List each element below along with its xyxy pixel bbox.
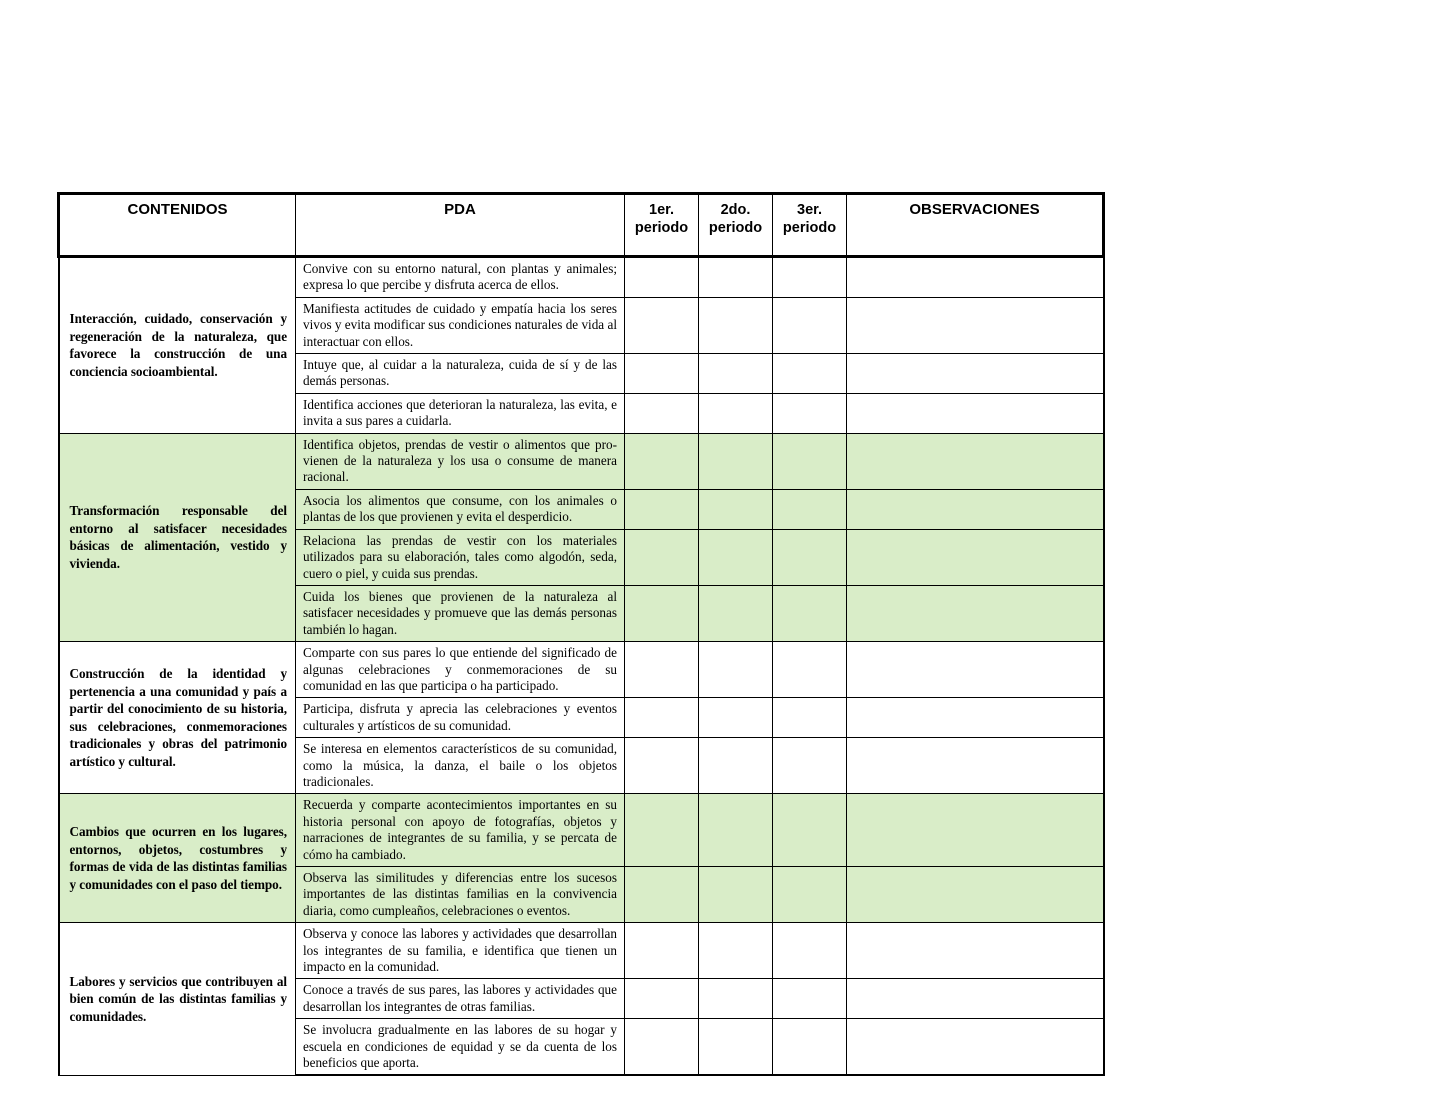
periodo-2-line-2: periodo [708,220,763,236]
periodo-3-cell[interactable] [773,642,847,698]
table-row [59,257,1104,298]
periodo-3-cell[interactable] [773,979,847,1019]
periodo-1-cell[interactable] [625,867,699,923]
periodo-2-cell[interactable] [699,1019,773,1076]
pda-cell: Intuye que, al cuidar a la naturaleza, cuida de sí y de las demás personas. [296,354,625,394]
contenido-cell: Cambios que ocurren en los lugares, entornos, objetos, costumbres y formas de vida de las distintas familias y comunidades con el paso del tiempo. [59,794,296,923]
periodo-1-cell[interactable] [625,354,699,394]
periodo-1-cell[interactable] [625,642,699,698]
periodo-1-cell[interactable] [625,297,699,353]
column-header-contenidos: CONTENIDOS [59,194,296,257]
periodo-3-line-2: periodo [782,220,837,236]
observaciones-cell[interactable] [847,738,1104,794]
periodo-2-cell[interactable] [699,257,773,298]
observaciones-cell[interactable] [847,867,1104,923]
contenido-cell: Labores y servicios que contribuyen al bien común de las distintas familias y comunidades. [59,923,296,1076]
periodo-3-cell[interactable] [773,433,847,489]
pda-cell: Identifica objetos, prendas de vestir o alimentos que pro-vienen de la naturaleza y los usa o consume de manera racional. [296,433,625,489]
periodo-2-cell[interactable] [699,794,773,867]
periodo-2-cell[interactable] [699,297,773,353]
periodo-3-cell[interactable] [773,1019,847,1076]
periodo-2-cell[interactable] [699,585,773,641]
observaciones-cell[interactable] [847,979,1104,1019]
pda-cell: Conoce a través de sus pares, las labores y actividades que desarrollan los integrantes de otras familias. [296,979,625,1019]
table-row [59,642,1104,698]
periodo-3-cell[interactable] [773,354,847,394]
pda-cell: Observa y conoce las labores y actividades que desarrollan los integrantes de su familia, e identifica que tienen un impacto en la comunidad. [296,923,625,979]
observaciones-cell[interactable] [847,257,1104,298]
pda-cell: Recuerda y comparte acontecimientos importantes en su historia personal con apoyo de fotografías, objetos y narraciones de integrantes de su familia, y se percata de cómo ha cambiado. [296,794,625,867]
periodo-2-cell[interactable] [699,738,773,794]
observaciones-cell[interactable] [847,923,1104,979]
table-row [59,433,1104,489]
periodo-1-cell[interactable] [625,257,699,298]
periodo-2-cell[interactable] [699,393,773,433]
periodo-3-cell[interactable] [773,867,847,923]
periodo-2-cell[interactable] [699,354,773,394]
table-row [59,923,1104,979]
periodo-2-cell[interactable] [699,529,773,585]
observaciones-cell[interactable] [847,585,1104,641]
periodo-2-line-1: 2do. [720,202,751,218]
pda-cell: Manifiesta actitudes de cuidado y empatía hacia los seres vivos y evita modificar sus condiciones naturales de vida al interactuar con ellos. [296,297,625,353]
contenido-cell: Interacción, cuidado, conservación y regeneración de la naturaleza, que favorece la construcción de una conciencia socioambiental. [59,257,296,434]
periodo-2-cell[interactable] [699,979,773,1019]
observaciones-cell[interactable] [847,354,1104,394]
column-header-periodo-1 [625,194,699,257]
table-header [59,194,1104,257]
periodo-3-cell[interactable] [773,794,847,867]
observaciones-cell[interactable] [847,433,1104,489]
observaciones-cell[interactable] [847,489,1104,529]
periodo-1-cell[interactable] [625,1019,699,1076]
pda-cell: Identifica acciones que deterioran la naturaleza, las evita, e invita a sus pares a cuidarla. [296,393,625,433]
periodo-2-cell[interactable] [699,923,773,979]
periodo-3-cell[interactable] [773,923,847,979]
table-body [59,257,1104,1076]
periodo-1-cell[interactable] [625,698,699,738]
observaciones-cell[interactable] [847,529,1104,585]
table-row [59,794,1104,867]
pda-cell: Observa las similitudes y diferencias entre los sucesos importantes de las distintas familias en la convivencia diaria, como cumpleaños, celebraciones o eventos. [296,867,625,923]
periodo-1-cell[interactable] [625,585,699,641]
periodo-1-cell[interactable] [625,738,699,794]
periodo-2-cell[interactable] [699,642,773,698]
column-header-pda: PDA [296,194,625,257]
periodo-1-cell[interactable] [625,393,699,433]
periodo-3-cell[interactable] [773,257,847,298]
periodo-3-cell[interactable] [773,297,847,353]
periodo-1-cell[interactable] [625,489,699,529]
contenido-cell: Construcción de la identidad y pertenencia a una comunidad y país a partir del conocimiento de su historia, sus celebraciones, conmemoraciones tradicionales y obras del patrimonio artístico y cultural. [59,642,296,794]
periodo-2-cell[interactable] [699,867,773,923]
periodo-2-cell[interactable] [699,489,773,529]
header-row [59,194,1104,257]
pda-cell: Se involucra gradualmente en las labores de su hogar y escuela en condiciones de equidad y se da cuenta de los beneficios que aporta. [296,1019,625,1076]
pda-cell: Cuida los bienes que provienen de la naturaleza al satisfacer necesidades y promueve que las demás personas también lo hagan. [296,585,625,641]
periodo-1-cell[interactable] [625,529,699,585]
observaciones-cell[interactable] [847,642,1104,698]
contenido-cell: Transformación responsable del entorno al satisfacer necesidades básicas de alimentación, vestido y vivienda. [59,433,296,641]
periodo-1-line-2: periodo [634,220,689,236]
periodo-3-cell[interactable] [773,698,847,738]
column-header-observaciones: OBSERVACIONES [847,194,1104,257]
observaciones-cell[interactable] [847,698,1104,738]
planning-table-container [57,192,1102,1076]
periodo-1-cell[interactable] [625,794,699,867]
periodo-3-cell[interactable] [773,393,847,433]
periodo-3-cell[interactable] [773,585,847,641]
periodo-1-cell[interactable] [625,979,699,1019]
column-header-periodo-2 [699,194,773,257]
periodo-3-cell[interactable] [773,489,847,529]
pda-cell: Comparte con sus pares lo que entiende del significado de algunas celebraciones y conmemoraciones de su comunidad en las que participa o ha participado. [296,642,625,698]
periodo-3-line-1: 3er. [797,202,822,218]
periodo-2-cell[interactable] [699,433,773,489]
observaciones-cell[interactable] [847,794,1104,867]
periodo-1-line-1: 1er. [649,202,674,218]
observaciones-cell[interactable] [847,1019,1104,1076]
observaciones-cell[interactable] [847,393,1104,433]
pda-cell: Participa, disfruta y aprecia las celebraciones y eventos culturales y artísticos de su comunidad. [296,698,625,738]
pda-cell: Relaciona las prendas de vestir con los materiales utilizados para su elaboración, tales como algodón, seda, cuero o piel, y cuida sus prendas. [296,529,625,585]
column-header-periodo-3 [773,194,847,257]
periodo-1-cell[interactable] [625,433,699,489]
pda-cell: Convive con su entorno natural, con plantas y animales; expresa lo que percibe y disfruta acerca de ellos. [296,257,625,298]
periodo-3-cell[interactable] [773,738,847,794]
pda-cell: Asocia los alimentos que consume, con los animales o plantas de los que provienen y evita el desperdicio. [296,489,625,529]
periodo-2-cell[interactable] [699,698,773,738]
periodo-3-cell[interactable] [773,529,847,585]
pda-cell: Se interesa en elementos característicos de su comunidad, como la música, la danza, el baile o los objetos tradicionales. [296,738,625,794]
planning-table [57,192,1105,1076]
periodo-1-cell[interactable] [625,923,699,979]
observaciones-cell[interactable] [847,297,1104,353]
